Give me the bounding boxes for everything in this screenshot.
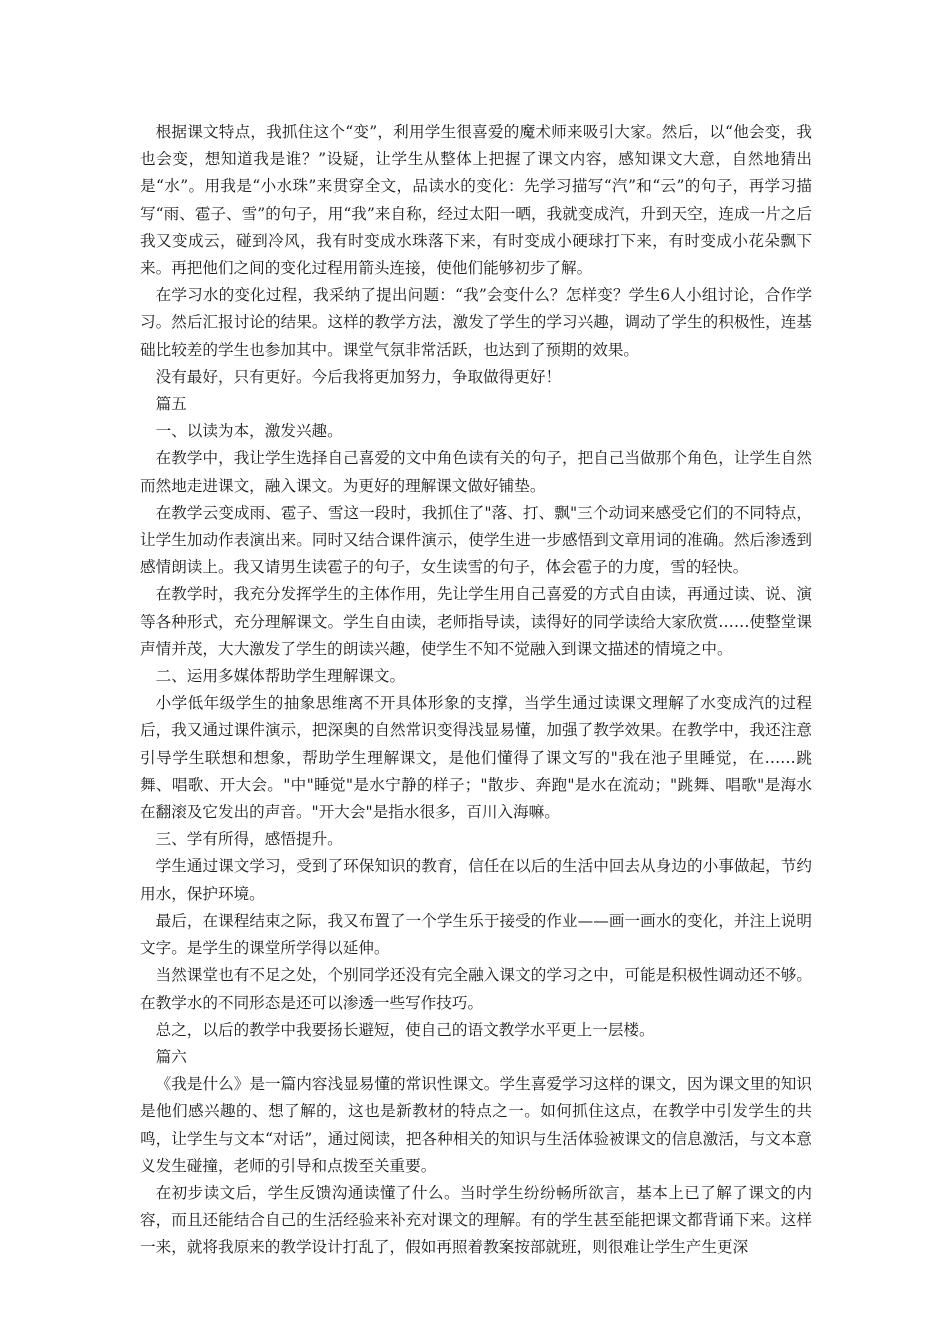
paragraph-summary: 总之，以后的教学中我要扬长避短，使自己的语文教学水平更上一层楼。 xyxy=(155,1020,655,1039)
subheading-learning-gains: 三、学有所得，感悟提升。 xyxy=(155,830,343,849)
paragraph-environment: 学生通过课文学习，受到了环保知识的教育，信任在以后的生活中回去从身边的小事做起，节约用水，保护环境。 xyxy=(140,857,812,903)
subheading-multimedia: 二、运用多媒体帮助学生理解课文。 xyxy=(155,667,406,686)
subheading-reading-interest: 一、以读为本，激发兴趣。 xyxy=(155,422,343,441)
paragraph-homework: 最后，在课程结束之际，我又布置了一个学生乐于接受的作业——画一画水的变化，并注上说明文字。是学生的课堂所学得以延伸。 xyxy=(140,911,812,958)
paragraph-abstract-thinking: 小学低年级学生的抽象思维离不开具体形象的支撑，当学生通过读课文理解了水变成汽的过程后，我又通过课件演示，把深奥的自然常识变得浅显易懂，加强了教学效果。在教学中，我还注意引导学生联想和想象，帮助学生理解课文，是他们懂得了课文写的"我在池子里睡觉，在……跳舞、唱歌、开大会。"中"睡觉"是水宁静的样子；"散步、奔跑"是水在流动；"跳舞、唱歌"是海水在翻滚及它发出的声音。"开大会"是指水很多，百川入海嘛。 xyxy=(140,694,812,822)
paragraph-student-subject: 在教学时，我充分发挥学生的主体作用，先让学生用自己喜爱的方式自由读，再通过读、说、演等各种形式，充分理解课文。学生自由读，老师指导读，读得好的同学读给大家欣赏……使整堂课声情并茂，大大激发了学生的朗读兴趣，使学生不知不觉融入到课文描述的情境之中。 xyxy=(140,585,812,658)
paragraph-cloud-rain: 在教学云变成雨、雹子、雪这一段时，我抓住了"落、打、飘"三个动词来感受它们的不同特点，让学生加动作表演出来。同时又结合课件演示，使学生进一步感悟到文章用词的准确。然后渗透到感情朗读上。我又请男生读雹子的句子，女生读雪的句子，体会雹子的力度，雪的轻快。 xyxy=(140,503,812,577)
paragraph-intro-change: 根据课文特点，我抓住这个“变”，利用学生很喜爱的魔术师来吸引大家。然后，以“他会变，我也会变，想知道我是谁？”设疑，让学生从整体上把握了课文内容，感知课文大意，自然地猜出是“水”。用我是“小水珠”来贯穿全文，品读水的变化：先学习描写“汽”和“云”的句子，再学习描写“雨、雹子、雪”的句子，用“我”来自称，经过太阳一晒，我就变成汽，升到天空，连成一片之后我又变成云，碰到冷风，我有时变成水珠落下来，有时变成小硬球打下来，有时变成小花朵飘下来。再把他们之间的变化过程用箭头连接，使他们能够初步了解。 xyxy=(140,123,812,278)
document-body xyxy=(140,119,812,1262)
paragraph-what-am-i: 《我是什么》是一篇内容浅显易懂的常识性课文。学生喜爱学习这样的课文，因为课文里的知识是他们感兴趣的、想了解的，这也是新教材的特点之一。如何抓住这点，在教学中引发学生的共鸣，让学生与文本“对话”，通过阅读，把各种相关的知识与生活体验被课文的信息激活，与文本意义发生碰撞，老师的引导和点拨至关重要。 xyxy=(140,1075,812,1175)
paragraph-initial-reading: 在初步读文后，学生反馈沟通读懂了什么。当时学生纷纷畅所欲言，基本上已了解了课文的内容，而且还能结合自己的生活经验来补充对课文的理解。有的学生甚至能把课文都背诵下来。这样一来，就将我原来的教学设计打乱了，假如再照着教案按部就班，则很难让学生产生更深 xyxy=(140,1183,812,1257)
section-heading-part5: 篇五 xyxy=(155,395,187,414)
paragraph-water-change-process: 在学习水的变化过程，我采纳了提出问题：“我”会变什么？怎样变？学生6人小组讨论，合作学习。然后汇报讨论的结果。这样的教学方法，激发了学生的学习兴趣，调动了学生的积极性，连基础比较差的学生也参加其中。课堂气氛非常活跃，也达到了预期的效果。 xyxy=(140,286,812,359)
paragraph-conclusion: 没有最好，只有更好。今后我将更加努力，争取做得更好！ xyxy=(155,367,562,386)
paragraph-shortcomings: 当然课堂也有不足之处，个别同学还没有完全融入课文的学习之中，可能是积极性调动还不够。在教学水的不同形态是还可以渗透一些写作技巧。 xyxy=(140,966,812,1012)
section-heading-part6: 篇六 xyxy=(155,1047,187,1066)
paragraph-role-reading: 在教学中，我让学生选择自己喜爱的文中角色读有关的句子，把自己当做那个角色，让学生自然而然地走进课文，融入课文。为更好的理解课文做好铺垫。 xyxy=(140,449,812,495)
